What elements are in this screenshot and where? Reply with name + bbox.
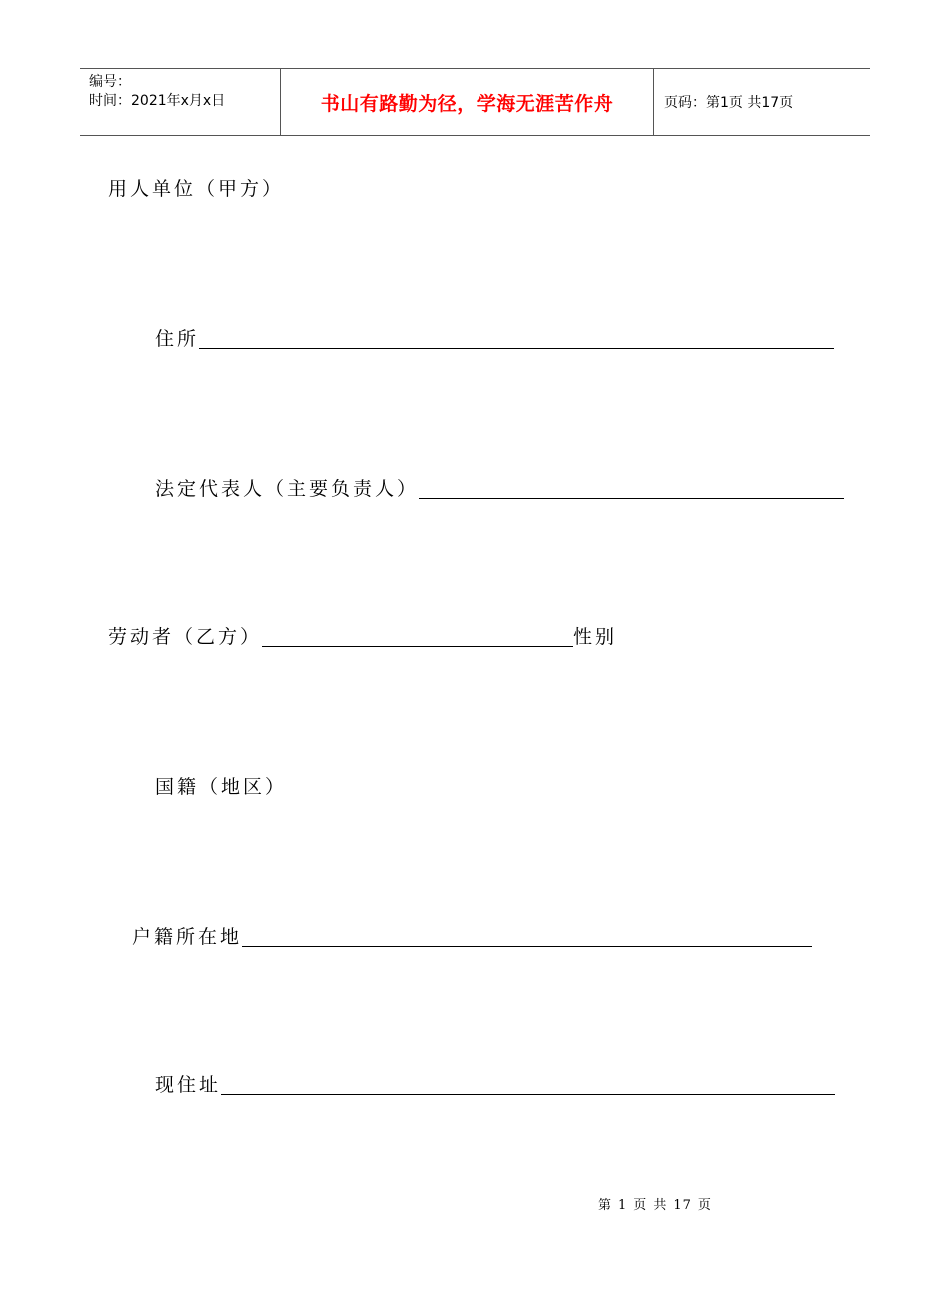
employer-label: 用人单位（甲方）	[108, 178, 285, 200]
legal-rep-blank-line[interactable]	[419, 497, 844, 499]
header-motto: 书山有路勤为径，学海无涯苦作舟	[281, 69, 654, 135]
household-blank-line[interactable]	[242, 945, 812, 947]
page-footer	[598, 1194, 718, 1213]
footer-total-pages: 17	[673, 1198, 692, 1213]
footer-di: 第	[598, 1198, 613, 1213]
worker-field	[108, 625, 617, 649]
address-field	[155, 327, 834, 351]
footer-ye: 页	[633, 1198, 648, 1213]
legal-rep-field	[155, 477, 844, 501]
header-meta	[80, 69, 281, 135]
number-label: 编号：	[89, 74, 131, 90]
legal-rep-label: 法定代表人（主要负责人）	[155, 478, 420, 500]
address-blank-line[interactable]	[199, 347, 834, 349]
nationality-label: 国籍（地区）	[155, 776, 288, 798]
address-label: 住所	[155, 328, 200, 350]
employer-field	[108, 177, 284, 201]
household-field	[132, 925, 812, 949]
nationality-field	[155, 775, 287, 799]
worker-blank-line[interactable]	[262, 645, 573, 647]
footer-ye2: 页	[697, 1198, 712, 1213]
page-header	[80, 68, 870, 136]
current-address-blank-line[interactable]	[221, 1093, 835, 1095]
household-label: 户籍所在地	[132, 926, 243, 948]
gender-label: 性别	[573, 626, 618, 648]
current-address-field	[155, 1073, 835, 1097]
footer-gong: 共	[653, 1198, 668, 1213]
time-label: 时间：2021年x月x日	[89, 93, 226, 109]
current-address-label: 现住址	[155, 1074, 222, 1096]
footer-page-number: 1	[618, 1198, 628, 1213]
worker-label: 劳动者（乙方）	[108, 626, 263, 648]
header-page-info: 页码：第1页 共17页	[664, 95, 794, 111]
